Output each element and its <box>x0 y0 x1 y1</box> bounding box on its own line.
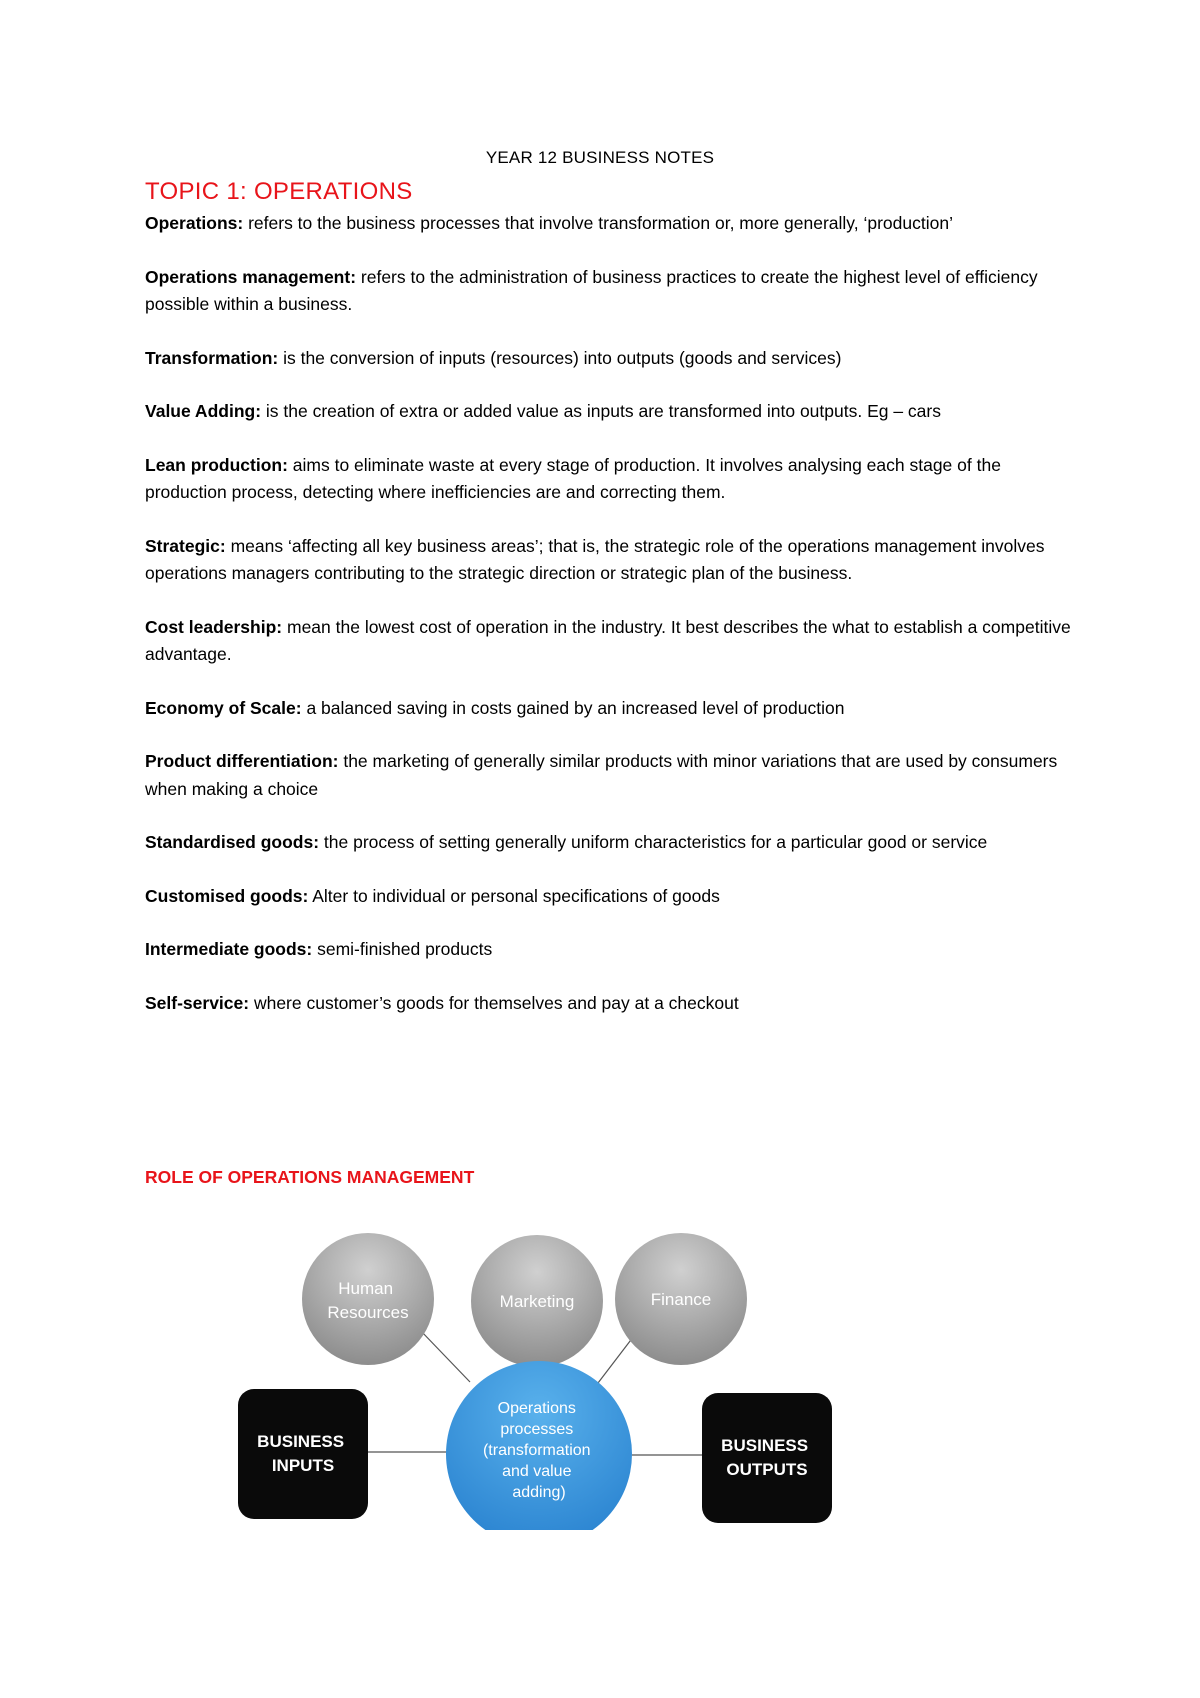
definition-operations <box>145 210 1075 238</box>
definition-term: Economy of Scale: <box>145 697 302 718</box>
definition-customised-goods <box>145 883 1075 911</box>
human-resources-node <box>302 1233 434 1365</box>
definition-term: Standardised goods: <box>145 832 320 852</box>
definition-term: Transformation: <box>145 347 279 368</box>
business-outputs-box <box>702 1393 832 1523</box>
definition-term: Self-service: <box>145 992 250 1013</box>
definition-text: Alter to individual or personal specifications of goods <box>308 885 720 906</box>
operations-processes-node <box>446 1361 632 1530</box>
definition-text: refers to the business processes that involve transformation or, more generally, ‘production’ <box>243 213 953 233</box>
operations-label-line3: (transformation <box>482 1442 591 1459</box>
definition-text: is the conversion of inputs (resources) into outputs (goods and services) <box>278 347 842 368</box>
finance-label: Finance <box>650 1290 712 1309</box>
definition-text: semi-finished products <box>312 939 493 959</box>
definition-text: the marketing of generally similar products with minor variations that are used by consumers when making a choice <box>145 751 1058 799</box>
definition-standardised-goods <box>145 829 1075 857</box>
definition-transformation <box>145 345 1075 373</box>
definition-term: Lean production: <box>145 454 288 475</box>
definition-term: Intermediate goods: <box>145 939 313 959</box>
definition-text: aims to eliminate waste at every stage of production. It involves analysing each stage of the production process, detecting where inefficiencies are and correcting them. <box>145 454 1001 502</box>
definition-term: Cost leadership: <box>145 616 283 637</box>
human-resources-label-line1: Human <box>338 1279 394 1298</box>
operations-label-line2: processes <box>500 1421 574 1438</box>
operations-label-line4: and value <box>502 1463 572 1480</box>
finance-node <box>615 1233 747 1365</box>
definition-term: Product differentiation: <box>145 751 339 771</box>
definition-text: mean the lowest cost of operation in the industry. It best describes the what to establish a competitive advantage. <box>145 616 1071 664</box>
business-inputs-box <box>238 1389 368 1519</box>
definition-economy-of-scale <box>145 695 1075 723</box>
marketing-node <box>471 1235 603 1367</box>
definition-strategic <box>145 533 1075 588</box>
page-header <box>0 148 1200 168</box>
document-title: YEAR 12 BUSINESS NOTES <box>485 148 715 167</box>
marketing-label: Marketing <box>499 1292 575 1311</box>
definition-text: where customer’s goods for themselves and pay at a checkout <box>249 992 739 1013</box>
definition-intermediate-goods <box>145 936 1075 964</box>
definitions-list <box>145 210 1075 1043</box>
definition-cost-leadership <box>145 614 1075 669</box>
definition-value-adding <box>145 398 1075 426</box>
operations-diagram <box>0 1200 1200 1530</box>
topic-title: TOPIC 1: OPERATIONS <box>145 178 413 205</box>
definition-term: Operations management: <box>145 266 357 287</box>
operations-label-line1: Operations <box>497 1400 576 1417</box>
definition-text: is the creation of extra or added value as inputs are transformed into outputs. Eg – cars <box>261 401 941 421</box>
definition-term: Strategic: <box>145 535 226 556</box>
definition-lean-production <box>145 452 1075 507</box>
definition-self-service <box>145 990 1075 1018</box>
connector-hr-operations <box>420 1330 470 1382</box>
business-inputs-label-line2: INPUTS <box>271 1456 335 1475</box>
definition-text: refers to the administration of business practices to create the highest level of efficiency possible within a business. <box>145 266 1038 314</box>
operations-label-line5: adding) <box>512 1484 566 1501</box>
definition-operations-management <box>145 264 1075 319</box>
definition-term: Operations: <box>145 213 244 233</box>
business-outputs-label-line2: OUTPUTS <box>726 1460 808 1479</box>
definition-product-differentiation <box>145 748 1075 803</box>
definition-text: a balanced saving in costs gained by an increased level of production <box>301 697 845 718</box>
role-section-heading: ROLE OF OPERATIONS MANAGEMENT <box>145 1167 475 1187</box>
human-resources-label-line2: Resources <box>327 1303 409 1322</box>
definition-text: the process of setting generally uniform characteristics for a particular good or service <box>319 832 988 852</box>
definition-term: Customised goods: <box>145 885 309 906</box>
business-outputs-label-line1: BUSINESS <box>721 1436 809 1455</box>
definition-term: Value Adding: <box>145 401 262 421</box>
definition-text: means ‘affecting all key business areas’; that is, the strategic role of the operations management involves operations managers contributing to the strategic direction or strategic plan of the business. <box>145 535 1045 583</box>
business-inputs-label-line1: BUSINESS <box>257 1432 345 1451</box>
